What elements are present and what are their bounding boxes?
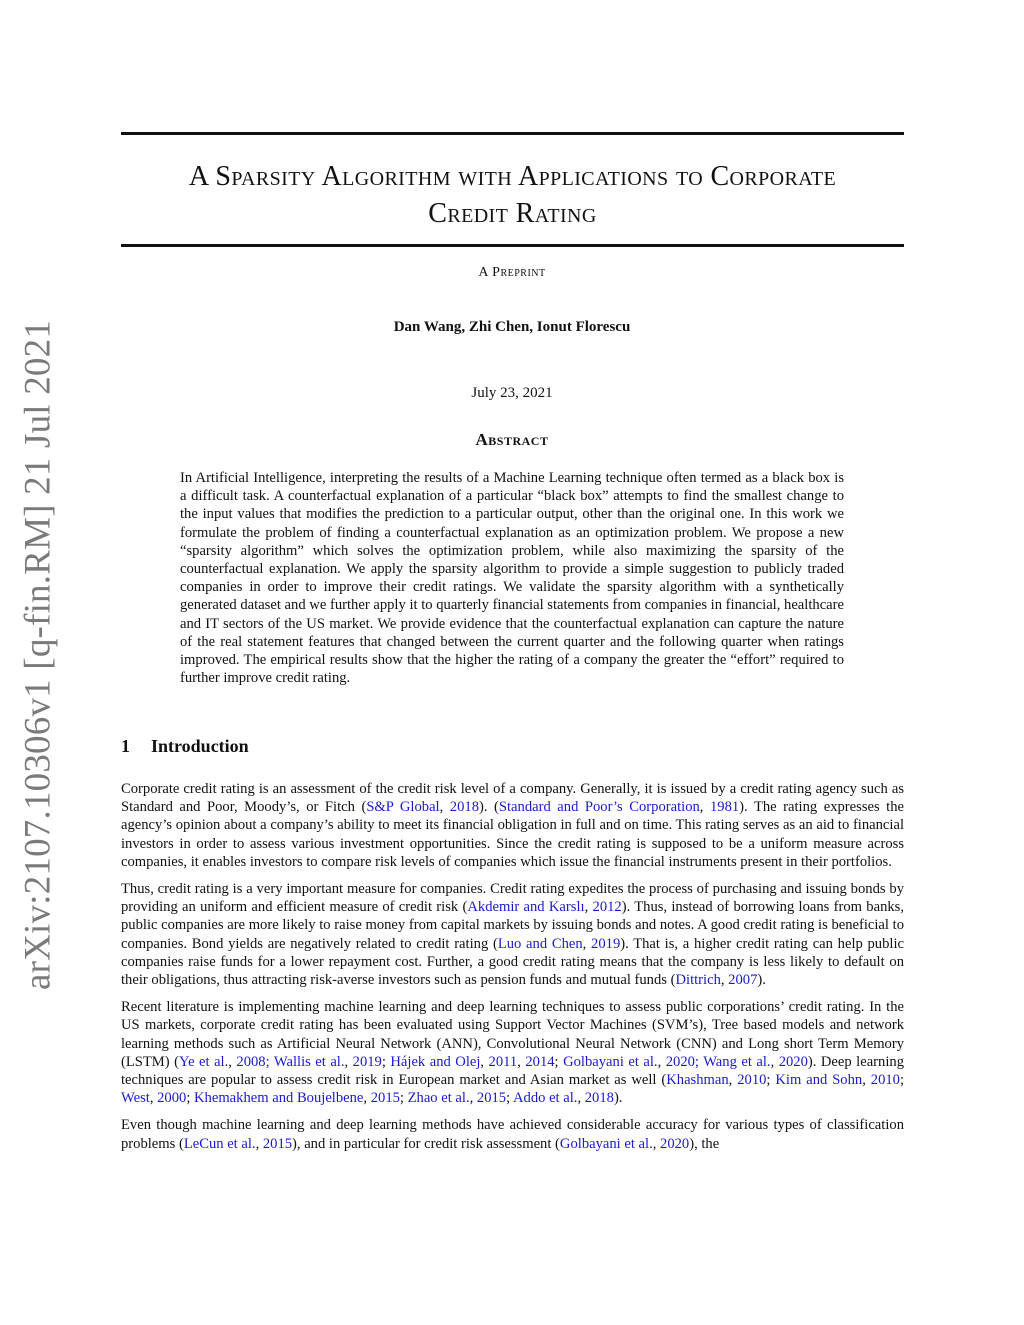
citation-link[interactable]: Akdemir and Karslı [467,899,585,916]
paragraph [121,1116,904,1152]
citation-link[interactable]: 2015 [476,1090,507,1107]
text-run: ). Deep learning techniques are popular to assess credit risk in European market and Asian market as well ( [121,1053,904,1089]
paragraph [121,880,904,989]
text-run: Thus, credit rating is a very important measure for companies. Credit rating expedites the process of purchasing and issuing bonds by providing an uniform and efficient measure of credit risk ( [121,881,904,916]
citation-link[interactable]: 2019 [352,1053,382,1070]
text-run: Corporate credit rating is an assessment of the credit risk level of a company. Generally, it is issued by a credit rating agency such as Standard and Poor, Moody’s, or Fitch ( [121,781,904,816]
paragraph [121,998,904,1107]
text-run: , [255,1135,263,1152]
section-number: 1 [121,736,130,756]
text-run: , [584,899,593,916]
citation-link[interactable]: Addo et al. [513,1090,578,1107]
citation-link[interactable]: 2011 [488,1053,518,1070]
text-run: , [344,1053,353,1070]
citation-link[interactable]: 2020 [778,1053,808,1070]
authors: Dan Wang, Zhi Chen, Ionut Florescu [393,319,631,335]
citation-link[interactable]: 2015 [262,1135,293,1152]
text-run: ). [613,1090,623,1107]
text-run: , [228,1053,237,1070]
text-run: , [770,1053,779,1070]
citation-link[interactable]: Ye et al. [179,1053,229,1070]
text-run: ). The rating expresses the agency’s opinion about a company’s ability to meet its financial obligation in full and on time. This rating serves as an aid to financial investors in order to assess various investment opportunities. Since the credit rating is supposed to be a uniform measure across companies, it enables investors to compare risk levels of companies which issue the financial instruments present in their portfolios. [121,799,905,870]
citation-link[interactable]: Khemakhem and Boujelbene [194,1090,364,1107]
text-run: , [149,1090,158,1107]
citation-link[interactable]: 2020 [660,1135,690,1152]
citation-link[interactable]: Golbayani et al. [559,1135,653,1152]
citation-link[interactable]: 2018 [584,1090,614,1107]
text-run: , [577,1090,585,1107]
citation-link[interactable]: 2000 [157,1090,187,1107]
text-run: , [439,799,450,816]
text-run: , [652,1135,661,1152]
preprint-label: A Preprint [478,265,546,280]
paper-title [121,158,904,232]
text-run: ). [757,972,766,989]
text-run: , [699,799,710,816]
text-run: , [582,935,592,952]
citation-link[interactable]: LeCun et al. [183,1135,256,1152]
abstract-text: In Artificial Intelligence, interpreting the results of a Machine Learning technique often termed as a black box is a difficult task. A counterfactual explanation of a particular “black box” attempts to find the smallest change to the input values that modifies the prediction to a particular output, other than the original one. In this work we formulate the problem of finding a counterfactual explanation as an optimization problem. We propose a new “sparsity algorithm” which solves the optimization problem, while also maximizing the sparsity of the counterfactual explanation. We apply the sparsity algorithm to provide a simple suggestion to publicly traded companies in order to improve their credit ratings. We validate the sparsity algorithm with a synthetically generated dataset and we further apply it to quarterly financial statements from companies in financial, healthcare and IT sectors of the US market. We provide evidence that the counterfactual explanation can capture the nature of the real statement features that changed between the current quarter and the following quarter when ratings improved. The empirical results show that the higher the rating of a company the greater the “effort” required to further improve credit rating. [180,470,844,687]
text-run: , [657,1053,666,1070]
citation-link[interactable]: 1981 [709,799,740,816]
citation-link[interactable]: Khashman [666,1072,729,1089]
text-run: ), and in particular for credit risk assessment ( [292,1135,560,1152]
text-run: ; [554,1053,564,1070]
citation-link[interactable]: Hájek and Olej [390,1053,481,1070]
text-run: ; [381,1053,391,1070]
citation-link[interactable]: West [121,1090,150,1107]
text-run: Recent literature is implementing machine learning and deep learning techniques to assess public corporations’ credit rating. In the US markets, corporate credit rating has been evaluated using Support Vector Machines (SVM’s), Tree based models and network learning methods such as Artificial Neural Network (ANN), Convolutional Neural Network (CNN) and Long short Term Memory (LSTM) ( [121,999,904,1070]
introduction-body [121,780,904,1162]
text-run: ). That is, a higher credit rating can help public companies raise funds for a lower repayment cost. Further, a good credit rating means that the company is less likely to default on their obligations, thus attracting risk-averse investors such as pension funds and mutual funds ( [121,935,904,989]
citation-link[interactable]: 2015 [370,1090,400,1107]
title-line-2: Credit Rating [428,198,597,229]
text-run: ; [186,1090,195,1107]
text-run: ). Thus, instead of borrowing loans from banks, public companies are more likely to raise money from capital markets by issuing bonds and notes. A good credit rating is beneficial to companies. Bond yields are negatively related to credit rating ( [121,899,905,952]
text-run: , [517,1053,526,1070]
citation-link[interactable]: Luo and Chen [497,935,583,952]
citation-link[interactable]: 2014 [525,1053,555,1070]
citation-link[interactable]: Golbayani et al. [563,1053,658,1070]
text-run: Even though machine learning and deep learning methods have achieved considerable accuracy for various types of classification problems ( [121,1117,904,1152]
text-run: , [728,1072,738,1089]
text-run: ). ( [478,799,499,816]
text-run: , [480,1053,489,1070]
text-run: ; [766,1072,776,1089]
citation-link[interactable]: Standard and Poor’s Corporation [498,799,700,816]
citation-link[interactable]: 2019 [591,935,621,952]
citation-link[interactable]: Zhao et al. [407,1090,470,1107]
title-line-1: A Sparsity Algorithm with Applications to Corporate [188,161,837,192]
text-run: , [862,1072,871,1089]
citation-link[interactable]: 2020; Wang et al. [665,1053,771,1070]
citation-link[interactable]: 2007 [728,972,758,989]
publication-date: July 23, 2021 [471,385,553,401]
title-bottom-rule [121,244,904,247]
text-run: ; [899,1072,905,1089]
abstract-heading: Abstract [475,430,549,449]
citation-link[interactable]: 2010 [870,1072,900,1089]
citation-link[interactable]: Kim and Sohn [775,1072,863,1089]
citation-link[interactable]: 2012 [592,899,622,916]
arxiv-identifier: arXiv:2107.10306v1 [q-fin.RM] 21 Jul 2021 [17,319,59,991]
citation-link[interactable]: 2018 [449,799,479,816]
title-top-rule [121,132,904,135]
text-run: , [720,972,729,989]
citation-link[interactable]: S&P Global [366,799,440,816]
citation-link[interactable]: 2010 [737,1072,767,1089]
text-run: ; [506,1090,513,1107]
text-run: ), the [689,1135,720,1152]
paragraph [121,780,904,871]
text-run: ; [399,1090,408,1107]
section-title: Introduction [151,736,249,756]
citation-link[interactable]: 2008; Wallis et al. [236,1053,345,1070]
section-heading-introduction [121,736,249,757]
citation-link[interactable]: Dittrich [675,972,721,989]
text-run: , [363,1090,371,1107]
text-run: , [469,1090,477,1107]
